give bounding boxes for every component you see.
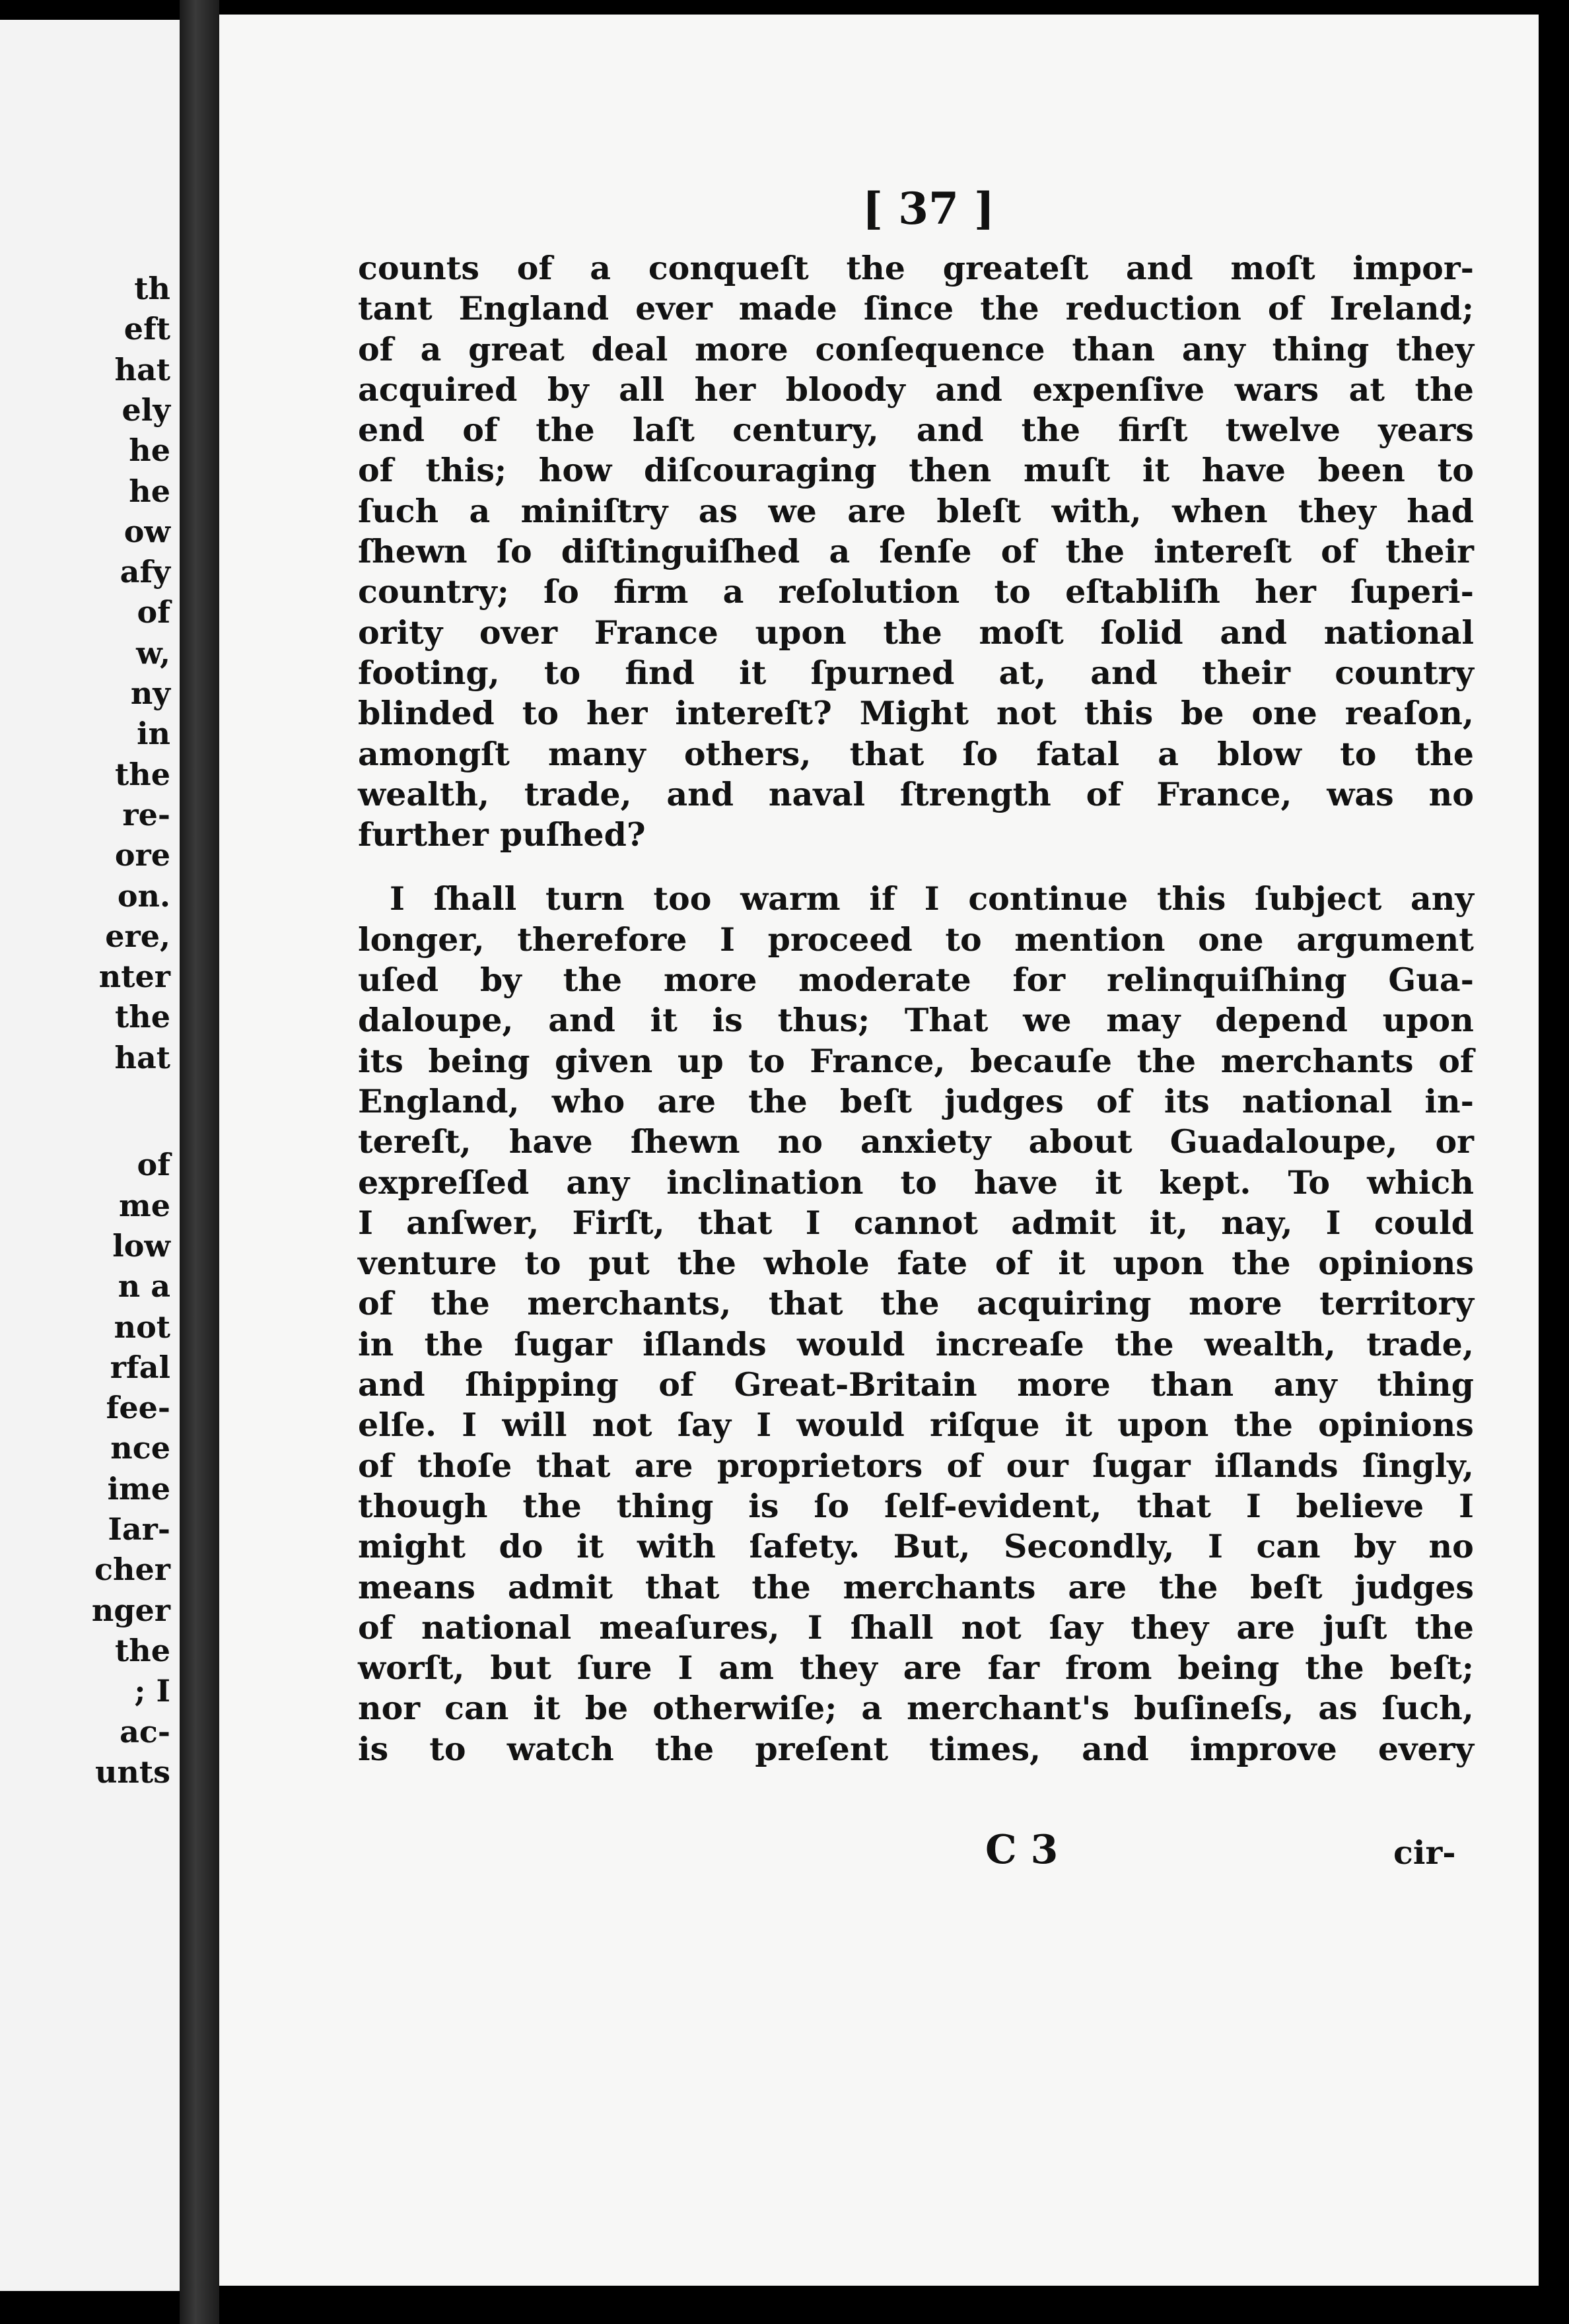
paragraph-1 <box>358 248 1474 855</box>
text-line: amongſt many others, that ſo fatal a blow to the <box>358 734 1474 773</box>
paragraph-2 <box>358 879 1474 1769</box>
text-line: further puſhed? <box>358 815 646 854</box>
text-line: country; ſo firm a reſolution to eſtabliſh her ſuperi- <box>358 572 1474 611</box>
body-text <box>358 248 1474 1769</box>
text-line: ority over France upon the moſt ſolid and national <box>358 613 1474 652</box>
main-page <box>219 15 1539 2286</box>
left-page-fragment: ore <box>114 837 170 873</box>
text-line: worſt, but ſure I am they are far from being the beſt; <box>358 1649 1474 1688</box>
left-page-fragment: afy <box>120 554 170 590</box>
left-page-fragment: the <box>115 999 170 1035</box>
left-page-fragment: nce <box>110 1430 170 1466</box>
text-line: wealth, trade, and naval ſtrength of France, was no <box>358 774 1474 813</box>
text-line: might do it with ſafety. But, Secondly, I can by no <box>358 1527 1474 1566</box>
text-line: tant England ever made ſince the reduction of Ireland; <box>358 289 1474 328</box>
left-page-fragment: he <box>129 432 170 469</box>
left-page-fragment: low <box>112 1227 170 1264</box>
text-line: in the ſugar iſlands would increaſe the wealth, trade, <box>358 1324 1474 1363</box>
text-line: uſed by the more moderate for relinquiſhing Gua- <box>358 961 1474 1000</box>
left-page-fragment: ely <box>122 392 170 428</box>
left-page-fragment: the <box>115 756 170 792</box>
left-page-fragment: ow <box>123 513 170 549</box>
left-page-fragment: cher <box>94 1552 170 1588</box>
left-page-fragment: ny <box>130 675 170 711</box>
left-page-fragment: re- <box>122 796 170 833</box>
text-line: end of the laſt century, and the firſt twelve years <box>358 411 1474 450</box>
left-page-fragment: nter <box>98 959 170 995</box>
left-page-edge <box>0 20 180 2291</box>
text-line: elſe. I will not ſay I would riſque it upon the opinions <box>358 1406 1474 1445</box>
text-line: I anſwer, Firſt, that I cannot admit it, nay, I could <box>358 1203 1474 1242</box>
left-page-fragment: he <box>129 473 170 509</box>
text-line: expreſſed any inclination to have it kept. To which <box>358 1163 1474 1202</box>
text-line: I ſhall turn too warm if I continue this ſubject any <box>390 879 1474 918</box>
left-page-fragment: the <box>115 1632 170 1668</box>
left-page-fragment: ; I <box>134 1673 170 1709</box>
text-line: nor can it be otherwiſe; a merchant's buſineſs, as ſuch, <box>358 1689 1474 1728</box>
text-line: though the thing is ſo ſelf-evident, that I believe I <box>358 1486 1474 1525</box>
left-page-fragment: fee- <box>106 1390 170 1426</box>
text-line: blinded to her intereſt? Might not this be one reaſon, <box>358 694 1474 733</box>
left-page-fragment: w, <box>136 634 170 671</box>
catchword: cir- <box>1393 1833 1456 1872</box>
left-page-fragment: ere, <box>105 918 170 954</box>
text-line: is to watch the preſent times, and improve every <box>358 1729 1474 1768</box>
text-line: of a great deal more conſequence than any thing they <box>358 329 1474 368</box>
text-line: tereſt, have ſhewn no anxiety about Guadaloupe, or <box>358 1122 1474 1161</box>
left-page-fragment: on. <box>117 877 170 914</box>
left-page-fragment: Iar- <box>108 1511 170 1547</box>
text-line: means admit that the merchants are the beſt judges <box>358 1567 1474 1606</box>
text-line: of the merchants, that the acquiring more territory <box>358 1284 1474 1323</box>
left-page-fragment: nger <box>91 1592 170 1628</box>
text-line: of national meaſures, I ſhall not ſay they are juſt the <box>358 1608 1474 1647</box>
text-line: venture to put the whole fate of it upon the opinions <box>358 1244 1474 1283</box>
text-line: daloupe, and it is thus; That we may depend upon <box>358 1001 1474 1040</box>
left-page-fragment: eft <box>123 311 170 347</box>
left-page-fragment: of <box>137 1147 170 1183</box>
left-page-fragment: th <box>134 271 170 306</box>
left-page-fragment: n a <box>118 1268 170 1305</box>
paragraph-gap <box>358 855 1474 879</box>
text-line: ſuch a miniſtry as we are bleſt with, when they had <box>358 491 1474 530</box>
page-number: [ 37 ] <box>862 183 995 234</box>
text-line: of this; how diſcouraging then muſt it have been to <box>358 451 1474 490</box>
text-line: ſhewn ſo diſtinguiſhed a ſenſe of the intereſt of their <box>358 532 1474 571</box>
text-line: counts of a conqueſt the greateſt and moſt impor- <box>358 249 1474 287</box>
text-line: England, who are the beſt judges of its national in- <box>358 1081 1474 1120</box>
left-page-fragment: ac- <box>120 1713 170 1750</box>
left-page-fragment: of <box>137 594 170 631</box>
left-page-fragment: not <box>114 1309 170 1345</box>
text-line: and ſhipping of Great-Britain more than any thing <box>358 1365 1474 1404</box>
left-page-fragment: hat <box>114 351 170 388</box>
left-page-fragment: unts <box>94 1754 170 1790</box>
text-line: footing, to find it ſpurned at, and their country <box>358 653 1474 692</box>
signature-mark: C 3 <box>985 1827 1059 1873</box>
text-line: longer, therefore I proceed to mention one argument <box>358 920 1474 959</box>
left-page-fragment: in <box>137 716 170 752</box>
text-line: its being given up to France, becauſe the merchants of <box>358 1041 1474 1080</box>
text-line: acquired by all her bloody and expenſive wars at the <box>358 370 1474 409</box>
text-line: of thoſe that are proprietors of our ſugar iſlands ſingly, <box>358 1446 1474 1485</box>
left-page-fragment: me <box>119 1187 170 1223</box>
left-page-fragment: rfal <box>110 1349 170 1385</box>
left-page-fragment: hat <box>114 1039 170 1076</box>
left-page-fragment: ime <box>107 1470 170 1507</box>
book-gutter <box>180 0 219 2324</box>
